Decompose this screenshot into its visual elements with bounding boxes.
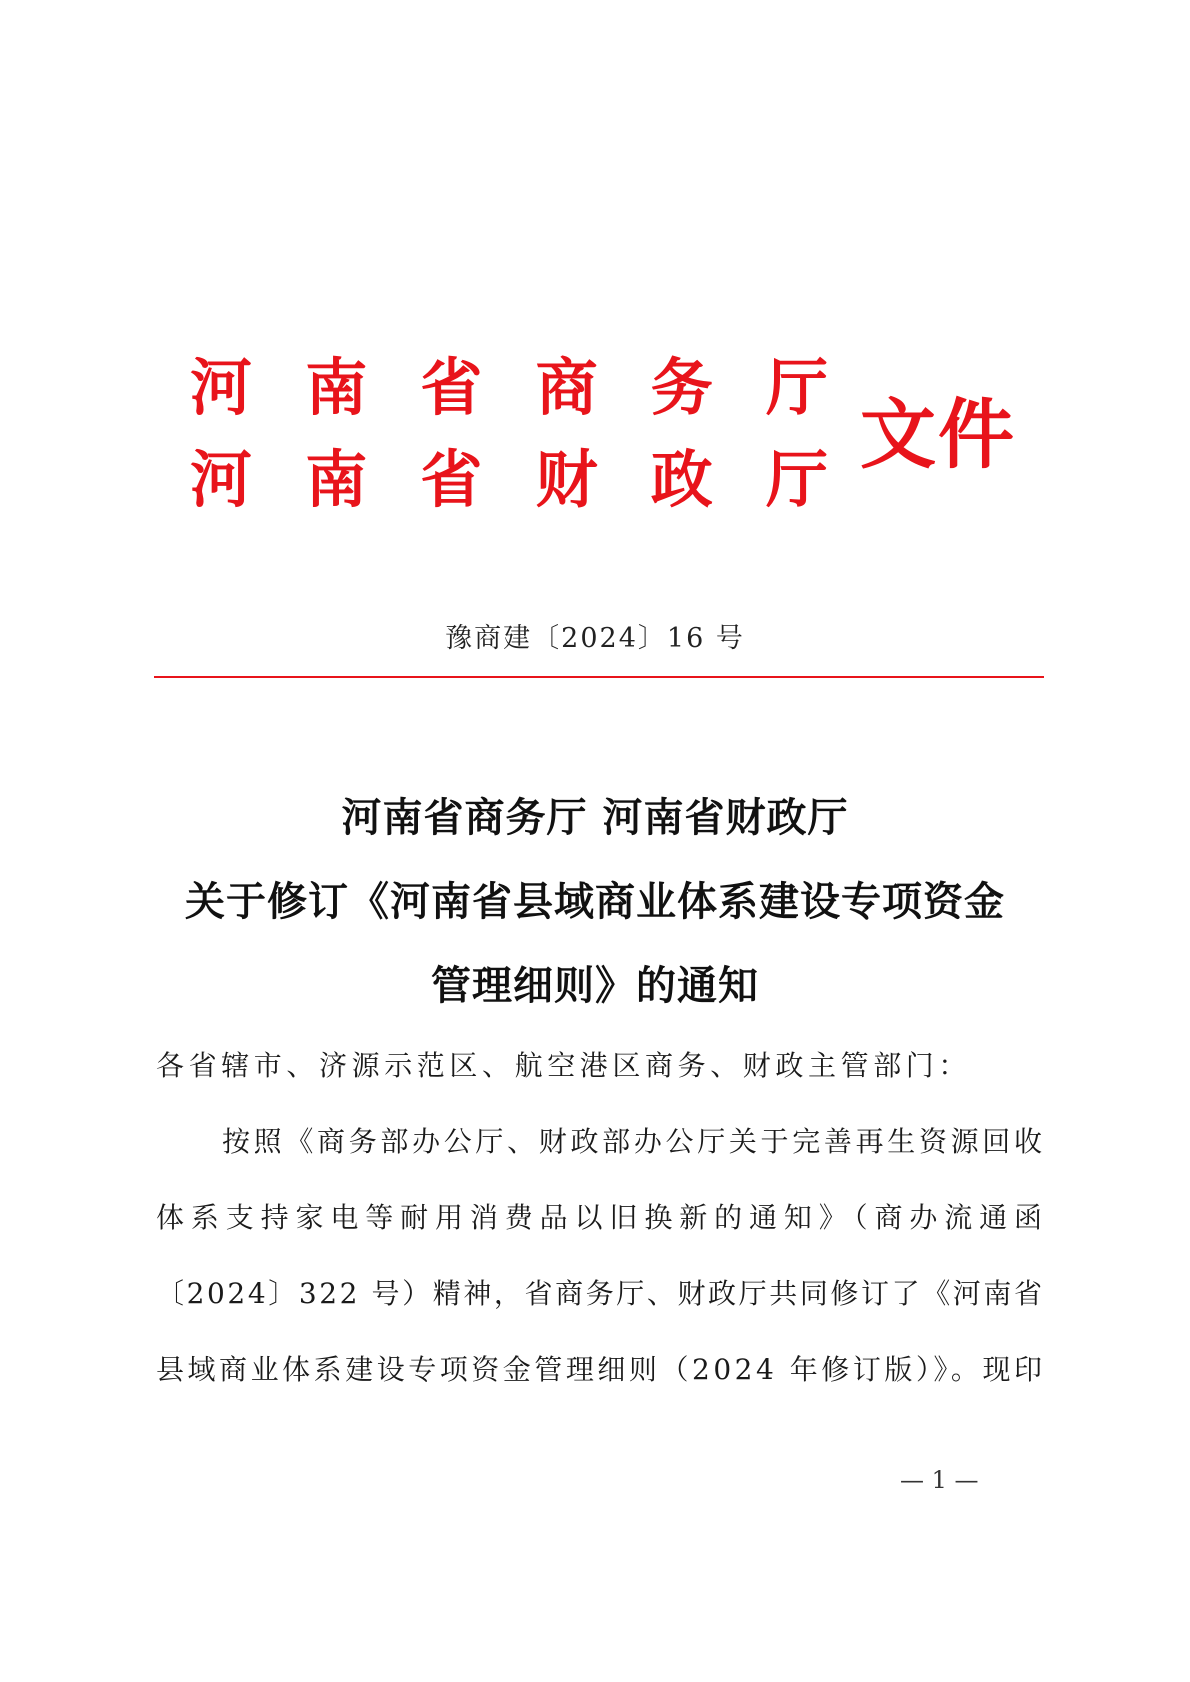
letterhead-char: 厅 (765, 351, 828, 424)
letterhead-char: 南 (305, 443, 368, 516)
body-line: 按照《商务部办公厅、财政部办公厅关于完善再生资源回收 (222, 1125, 1046, 1158)
letterhead-char: 政 (650, 443, 713, 516)
page-number: — 1 — (900, 1466, 979, 1494)
letterhead-line-finance (190, 444, 828, 516)
letterhead-line-commerce (190, 352, 828, 424)
body-line: 〔2024〕322 号）精神，省商务厅、财政厅共同修订了《河南省 (156, 1277, 1045, 1310)
letterhead-char: 河 (190, 351, 253, 424)
title-line-3: 管理细则》的通知 (431, 963, 759, 1009)
letterhead-char: 厅 (765, 443, 828, 516)
letterhead-char: 省 (420, 443, 483, 516)
title-line-2: 关于修订《河南省县域商业体系建设专项资金 (185, 879, 1005, 925)
title-line-1: 河南省商务厅 河南省财政厅 (341, 795, 849, 841)
letterhead-char: 商 (535, 351, 598, 424)
red-divider (154, 676, 1044, 678)
document-number: 豫商建〔2024〕16 号 (445, 623, 745, 654)
letterhead-char: 河 (190, 443, 253, 516)
letterhead-char: 南 (305, 351, 368, 424)
body-line: 体系支持家电等耐用消费品以旧换新的通知》（商办流通函 (156, 1201, 1049, 1234)
letterhead-char: 务 (650, 351, 713, 424)
letterhead-char: 省 (420, 351, 483, 424)
letterhead-suffix: 文件 (860, 390, 1016, 479)
salutation: 各省辖市、济源示范区、航空港区商务、财政主管部门： (156, 1049, 972, 1082)
letterhead-char: 财 (535, 443, 598, 516)
body-line: 县域商业体系建设专项资金管理细则（2024 年修订版）》。现印 (156, 1353, 1046, 1386)
